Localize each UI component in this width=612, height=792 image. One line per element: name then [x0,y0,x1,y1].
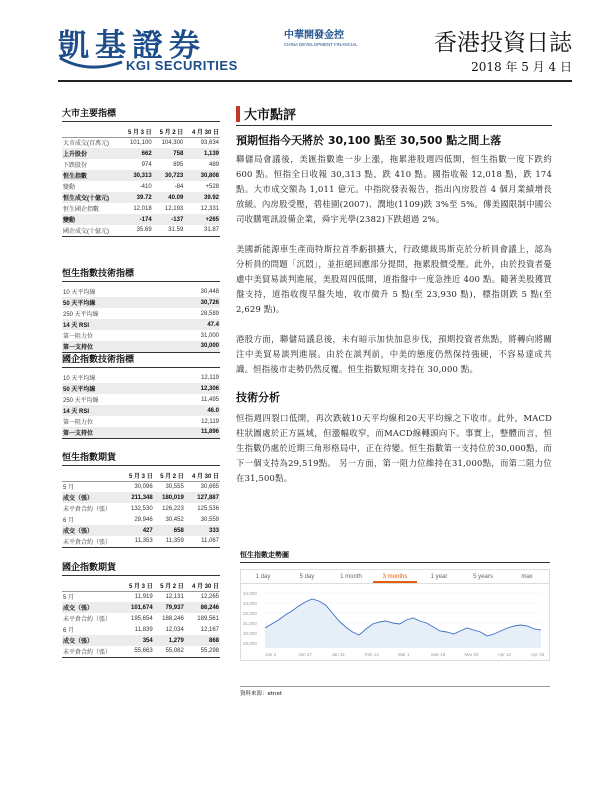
row-value: 1,279 [154,635,185,646]
hsi-chart-title: 恒生指數走勢圖 [240,550,550,563]
commentary-paragraph-3: 港股方面，聯儲局議息後，未有暗示加快加息步伐，預期投資者焦點，將轉向將關注中美貿易談判進展。由於在談判前，中美的態度仍然保持強硬，不容易達成共識。恒指後市走勢仍然反覆。恒生指數短期支持在 30,000 點。 [236,334,552,374]
market-indicators-title: 大市主要指標 [62,106,220,122]
row-label: 5 月 [63,595,75,602]
hscei-technical-table [62,372,220,439]
row-value: 11,359 [154,536,185,547]
table-row [62,525,220,536]
row-value: -84 [174,183,184,190]
commentary-paragraph-2: 美國新能源車生產商特斯拉首季虧損擴大，行政總裁馬斯克於分析員會議上，認為分析員的問題「沉悶」，並拒絕回應部分提問，拖累股價受壓。此外，由於投資者憂慮中美貿易談判進展，美股周四低開，道指盤中一度急挫近 400 點。隨著美股獲買盤支持，道指收復早盤失地，收市微升 5 點(至 23,930 點)，標指則跌 5 點(至 2,629 點)。 [236,244,552,314]
partner-logo-en: CHINA DEVELOPMENT FINANCIAL [284,42,358,47]
row-label: 未平倉合約（張） [63,617,112,623]
table-header-row [62,470,220,481]
chart-x-tick: Jan 31 [331,652,346,657]
hscei-technical-block [62,352,220,439]
table-header-cell [62,126,121,137]
table-header-cell: 5 月 2 日 [154,580,185,591]
row-label: 10 天平均線 [63,376,96,382]
row-label: 250 天平均線 [63,398,99,404]
chart-x-tick: Mar 1 [398,652,410,657]
table-header-cell: 4 月 30 日 [184,126,220,137]
chart-y-tick: 29,000 [243,641,257,646]
chart-tab[interactable]: 5 years [473,574,493,580]
row-value: 658 [154,525,185,536]
row-value: 46.0 [165,405,220,416]
row-value: 30,555 [165,483,184,490]
row-label: 250 天平均線 [63,312,99,318]
row-value: 11,839 [134,626,153,633]
row-value: 35.69 [121,225,153,236]
row-value: 11,896 [165,427,220,438]
row-value: 125,536 [197,505,219,512]
row-value: 30,000 [165,341,220,352]
row-value: 31.59 [153,225,185,236]
report-date: 2018 年 5 月 4 日 [471,60,572,74]
report-title: 香港投資日誌 [434,30,572,56]
hscei-futures-table [62,580,220,658]
row-value: 188,246 [162,615,184,622]
row-value: 180,019 [154,492,185,503]
row-label: 50 天平均線 [62,297,165,308]
table-row [62,536,220,547]
row-label: 50 天平均線 [62,383,165,394]
commentary-paragraph-1: 聯儲局會議後，美匯指數進一步上漲，拖累港股週四低開，恒生指數一度下跌約 600 點。恒指全日收報 30,313 點，跌 410 點。國指收報 12,018 點，跌 174 點。大市成交額為 1,011 億元。中指院發表報告，指出內房股首 4 個月業績增長放緩。內房股受壓，碧桂園(2007)、潤地(1109)跌 3%至 5%。傳美國限制中國公司收購電訊設備企業，舜宇光學(2382)下跌超過 2%。 [236,154,552,224]
table-row [62,492,220,503]
table-row [62,503,220,514]
row-value: 1,139 [184,148,220,159]
row-label: 恒生指數 [62,170,121,181]
table-row [62,635,220,646]
row-label: 第一阻力位 [63,334,94,340]
row-value: 31,000 [200,332,219,339]
tech-analysis-paragraph: 恒指週四裂口低開，再次跌破10天平均線和20天平均線之下收市。此外，MACD柱狀圖處於正方區域，但漲幅收窄，而MACD線轉頭向下。事實上，整體而言，恒生指數仍處於近期三角形格局中，正在待變。恒生指數第一支持位於30,000點，而下一個支持為29,519點。 另一方面，第一阻力位維持在31,000點，而第二阻力位在31,500點。 [236,413,552,483]
row-value: 12,034 [165,626,184,633]
row-value: 132,530 [131,505,153,512]
hsi-technical-block [62,266,220,353]
hsi-chart-section [240,550,550,670]
row-label: 成交（張） [62,635,123,646]
row-value: 11,919 [134,593,153,600]
row-value: 12,167 [200,626,219,633]
row-value: 101,100 [129,139,152,146]
hscei-technical-title: 國企指數技術指標 [62,352,220,368]
right-column [236,104,552,486]
hscei-futures-block [62,560,220,658]
table-row [62,624,220,635]
row-value: 31.87 [184,225,220,236]
partner-logo-cn: 中華開發金控 [284,30,344,41]
table-row [62,203,220,214]
table-row [62,192,220,203]
row-label: 第一支持位 [62,427,165,438]
row-value: 662 [121,148,153,159]
row-value: 12,306 [165,383,220,394]
row-value: 30,808 [184,170,220,181]
table-row [62,330,220,341]
table-row [62,181,220,192]
hsi-futures-table [62,470,220,548]
row-value: 29,946 [134,516,153,523]
chart-y-tick: 33,000 [243,601,257,606]
table-row [62,602,220,613]
row-value: 868 [185,635,220,646]
table-header-cell: 4 月 30 日 [185,580,220,591]
row-label: 第一支持位 [62,341,165,352]
table-header-cell [62,580,123,591]
market-indicators-block [62,106,220,237]
row-value: 30,448 [200,288,219,295]
chart-tab[interactable]: max [521,574,533,580]
hsi-technical-table [62,286,220,353]
chart-y-tick: 31,000 [243,621,257,626]
row-label: 恒生國企指數 [63,207,100,213]
row-label: 14 天 RSI [62,405,165,416]
chart-x-tick: Mar 29 [464,652,479,657]
chart-area [265,599,541,648]
row-label: 未平倉合約（張） [63,507,112,513]
chart-range-tabs [241,570,549,584]
chart-tab[interactable]: 5 day [299,574,315,580]
table-row [62,514,220,525]
table-header-cell: 5 月 2 日 [154,470,185,481]
row-value: 30,665 [200,483,219,490]
row-value: 40.09 [153,192,185,203]
row-value: 427 [123,525,154,536]
chart-x-tick: Jan 17 [298,652,312,657]
table-row [62,159,220,170]
row-value: 39.92 [184,192,220,203]
row-value: 30,096 [134,483,153,490]
commentary-header [236,104,552,126]
header-divider [58,80,572,82]
table-row [62,308,220,319]
row-label: 未平倉合約（張） [62,646,123,657]
row-value: 11,067 [185,536,220,547]
row-label: 恒生成交(十億元) [62,192,121,203]
kgi-logo-cn: 凱基證券 [58,28,206,64]
row-value: 333 [185,525,220,536]
table-header-cell: 5 月 3 日 [123,470,154,481]
chart-tab[interactable]: 1 day [255,574,271,580]
row-label: 14 天 RSI [62,319,165,330]
row-value: 104,300 [161,139,184,146]
row-value: 55,663 [123,646,154,657]
table-row [62,416,220,427]
row-value: 30,452 [165,516,184,523]
row-label: 變動 [62,214,121,225]
table-row [62,613,220,624]
commentary-headline: 預期恒指今天將於 30,100 點至 30,500 點之間上落 [236,134,502,147]
row-label: 6 月 [63,628,75,634]
row-value: 55,082 [154,646,185,657]
partner-logo [284,26,374,47]
row-value: 86,246 [185,602,220,613]
row-value: 101,674 [123,602,154,613]
row-value: 195,654 [131,615,153,622]
row-label: 變動 [63,185,76,191]
table-row [62,383,220,394]
row-value: 11,495 [201,396,219,403]
table-row [62,148,220,159]
row-value: 12,193 [164,205,184,212]
row-value: 126,223 [162,505,184,512]
row-value: 11,353 [123,536,154,547]
row-label: 國企成交(十億元) [62,225,121,236]
row-value: 79,937 [154,602,185,613]
chart-y-tick: 30,000 [243,631,257,636]
table-header-cell: 5 月 3 日 [123,580,154,591]
row-value: 30,559 [200,516,219,523]
row-value: 93,634 [200,139,219,146]
row-value: -174 [121,214,153,225]
row-value: 489 [208,161,219,168]
table-row [62,214,220,225]
chart-y-tick: 32,000 [243,611,257,616]
row-value: 12,018 [133,205,152,212]
row-label: 10 天平均線 [63,290,96,296]
row-value: 39.72 [121,192,153,203]
hsi-technical-title: 恒生指數技術指標 [62,266,220,282]
row-value: 12,265 [200,593,219,600]
row-label: 第一阻力位 [63,420,94,426]
chart-y-tick: 34,000 [243,591,257,596]
row-value: +528 [205,183,219,190]
row-value: 354 [123,635,154,646]
row-value: -410 [139,183,152,190]
commentary-title: 大市點評 [244,108,297,123]
hsi-chart-box [240,569,550,661]
table-row [62,137,220,148]
chart-x-tick: Apr 12 [497,652,512,657]
table-row [62,297,220,308]
table-row [62,427,220,438]
chart-x-tick: Apr 26 [531,652,545,657]
row-value: 758 [153,148,185,159]
row-value: 30,723 [153,170,185,181]
chart-x-tick: Feb 14 [364,652,379,657]
table-row [62,372,220,383]
hsi-chart-plot [241,584,549,660]
chart-source: 資料來源：etnet [240,686,550,697]
table-header-cell: 5 月 3 日 [121,126,153,137]
row-value: 47.4 [165,319,220,330]
row-value: 28,589 [200,310,219,317]
row-value: 12,119 [201,374,219,381]
row-value: 30,313 [121,170,153,181]
row-value: 127,887 [185,492,220,503]
row-label: 成交（張） [62,602,123,613]
chart-x-tick: Jan 3 [265,652,277,657]
table-row [62,319,220,330]
table-row [62,405,220,416]
table-row [62,341,220,352]
row-label: 6 月 [63,518,75,524]
table-row [62,591,220,602]
row-value: +265 [184,214,220,225]
table-row [62,225,220,236]
kgi-logo [58,18,248,78]
table-header-cell [62,470,123,481]
hscei-futures-title: 國企指數期貨 [62,560,220,576]
row-label: 下跌股份 [63,163,88,169]
row-value: 895 [173,161,184,168]
row-value: -137 [153,214,185,225]
table-header-row [62,126,220,137]
kgi-logo-en: KGI SECURITIES [126,58,238,73]
row-value: 12,119 [201,418,219,425]
table-header-row [62,580,220,591]
row-value: 30,726 [165,297,220,308]
chart-tab[interactable]: 3 months [373,570,417,583]
kgi-swoosh-icon [58,54,124,74]
row-value: 211,348 [123,492,154,503]
commentary-accent-bar [236,106,240,122]
table-header-cell: 5 月 2 日 [153,126,185,137]
row-value: 189,561 [197,615,219,622]
hsi-futures-block [62,450,220,548]
row-label: 未平倉合約（張） [62,536,123,547]
row-label: 成交（張） [62,525,123,536]
table-row [62,481,220,492]
table-header-cell: 4 月 30 日 [185,470,220,481]
chart-tab[interactable]: 1 year [430,574,448,580]
market-indicators-table [62,126,220,237]
row-value: 12,331 [200,205,219,212]
hsi-futures-title: 恒生指數期貨 [62,450,220,466]
row-label: 成交（張） [62,492,123,503]
row-label: 上升股份 [62,148,121,159]
table-row [62,394,220,405]
chart-tab[interactable]: 1 month [340,574,362,580]
tech-analysis-title: 技術分析 [236,391,280,404]
table-row [62,646,220,657]
row-label: 大市成交(百萬元) [63,141,109,148]
row-value: 12,131 [165,593,184,600]
row-label: 5 月 [63,485,75,492]
row-value: 974 [141,161,152,168]
chart-x-tick: Mar 15 [431,652,446,657]
row-value: 55,298 [185,646,220,657]
table-row [62,286,220,297]
table-row [62,170,220,181]
